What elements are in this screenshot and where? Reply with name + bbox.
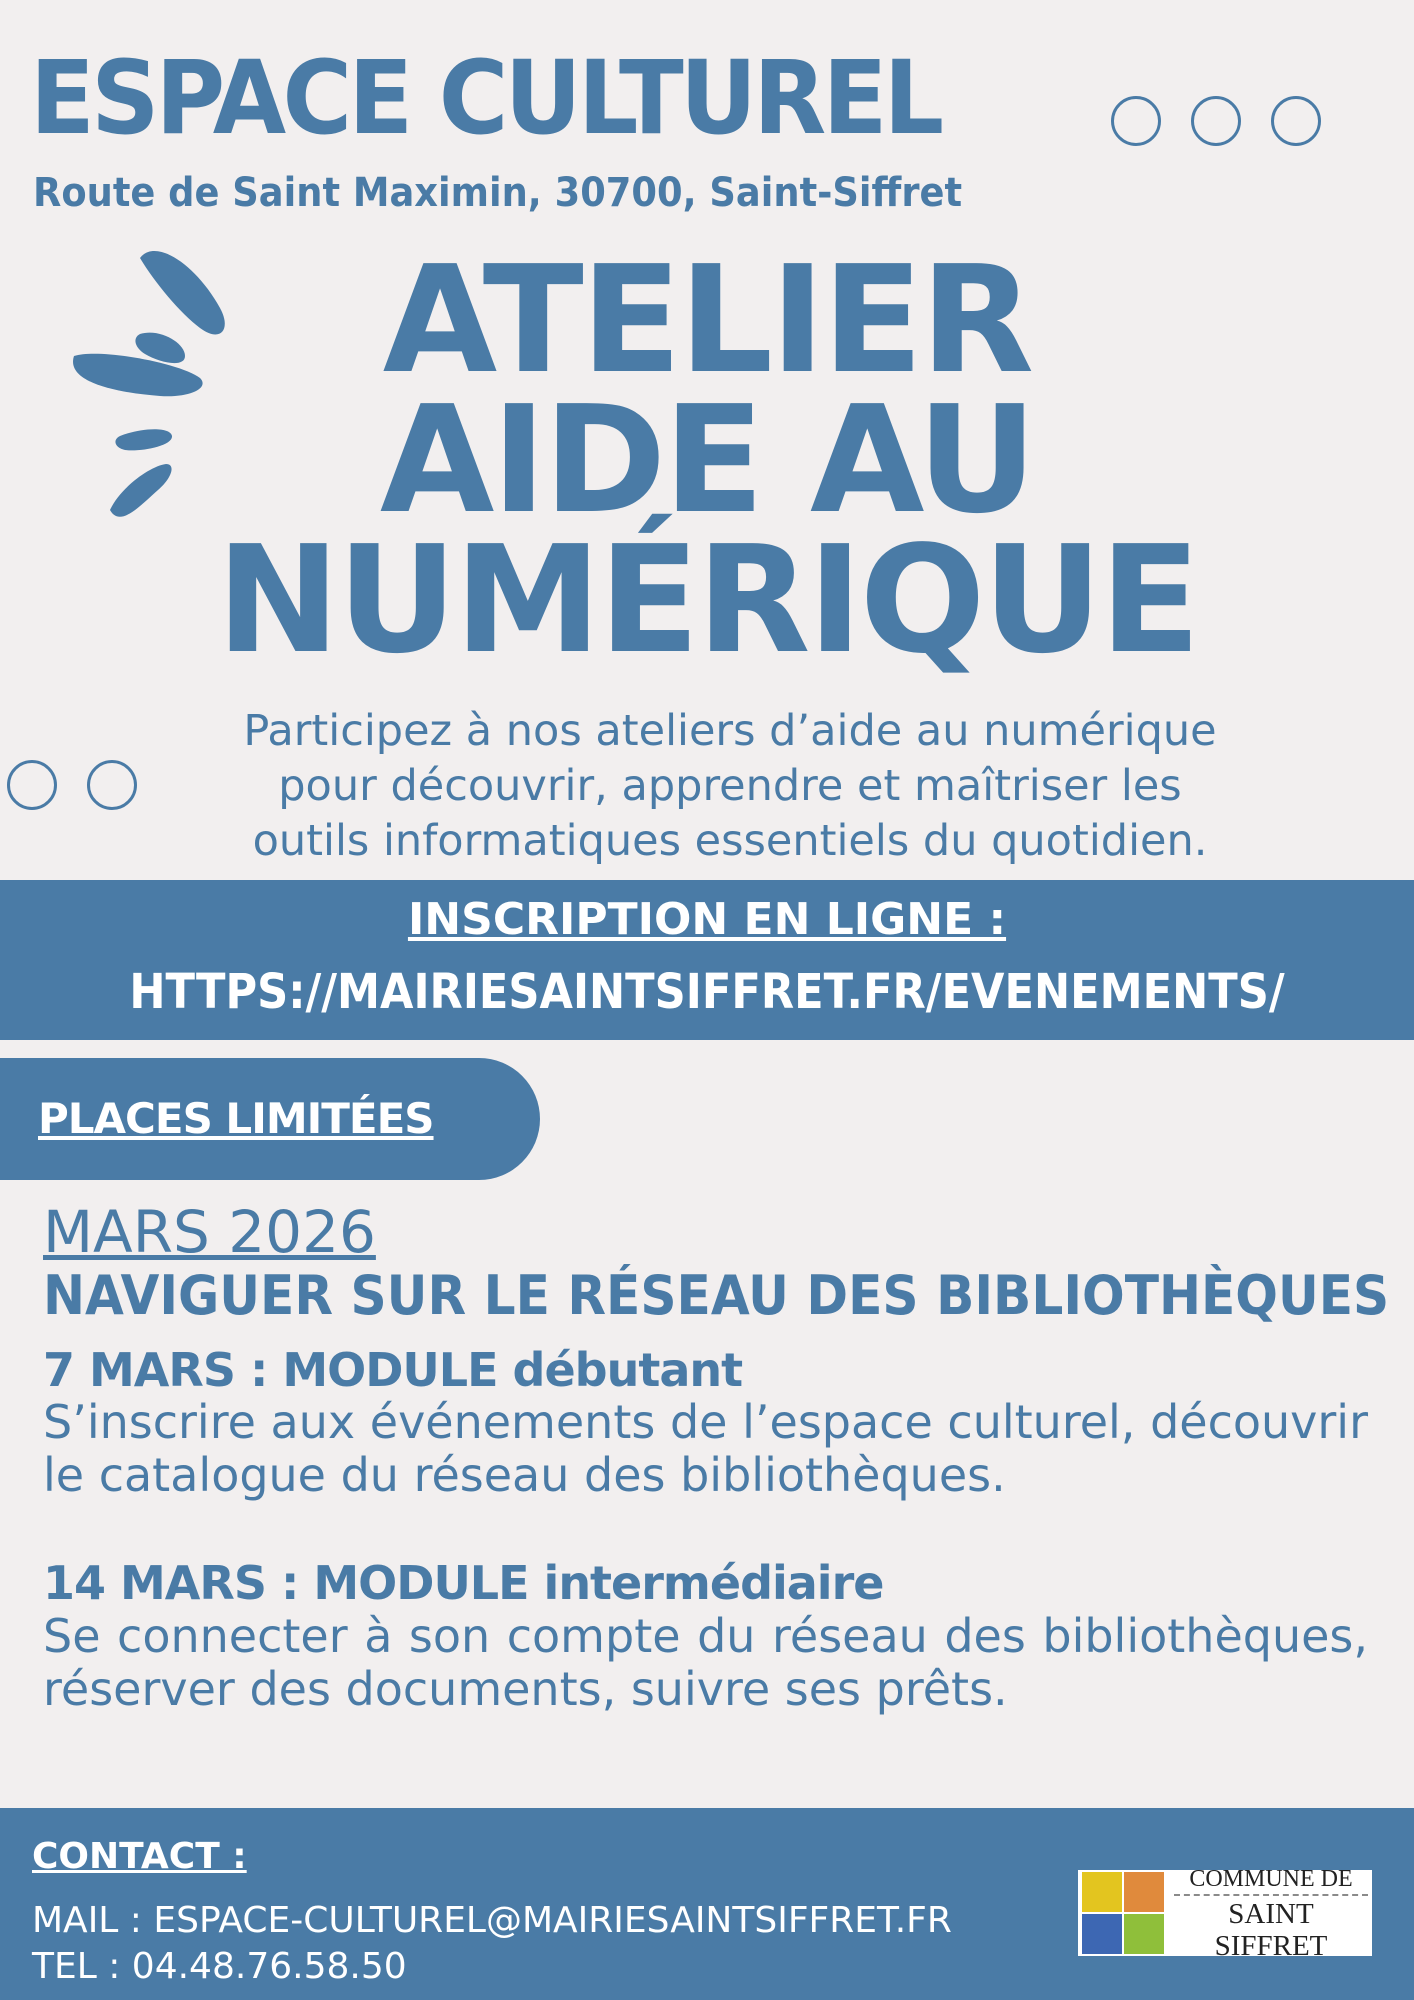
circle-decoration: [1111, 96, 1161, 146]
module-description: S’inscrire aux événements de l’espace culturel, découvrir le catalogue du réseau des bibliothèques.: [43, 1395, 1368, 1502]
logo-tile: [1124, 1914, 1164, 1954]
intro-text: [140, 704, 1320, 869]
main-title-line: ATELIER: [382, 234, 1032, 406]
logo-tiles-icon: [1082, 1872, 1164, 1954]
intro-line: pour découvrir, apprendre et maîtriser les: [278, 761, 1182, 811]
contact-mail-link[interactable]: MAIL : ESPACE-CULTUREL@MAIRIESAINTSIFFRET.FR: [32, 1900, 952, 1941]
places-limited-label: PLACES LIMITÉES: [38, 1094, 434, 1143]
logo-tile: [1082, 1914, 1122, 1954]
registration-label: INSCRIPTION EN LIGNE :: [407, 894, 1007, 945]
schedule-theme: NAVIGUER SUR LE RÉSEAU DES BIBLIOTHÈQUES: [43, 1264, 1390, 1327]
intro-line: Participez à nos ateliers d’aide au numérique: [243, 706, 1217, 756]
circle-decoration: [87, 760, 137, 810]
main-title-line: NUMÉRIQUE: [216, 514, 1198, 686]
module-description: Se connecter à son compte du réseau des bibliothèques, réserver des documents, suivre ses prêts.: [43, 1609, 1368, 1716]
registration-url-link[interactable]: HTTPS://MAIRIESAINTSIFFRET.FR/EVENEMENTS/: [129, 964, 1285, 1020]
circle-decoration: [1191, 96, 1241, 146]
schedule-month: MARS 2026: [43, 1198, 376, 1266]
main-title-line: AIDE AU: [379, 374, 1035, 546]
contact-footer: [0, 1808, 1414, 2000]
circle-decoration: [7, 760, 57, 810]
logo-tile: [1124, 1872, 1164, 1912]
header-address: Route de Saint Maximin, 30700, Saint-Siffret: [33, 170, 963, 216]
intro-line: outils informatiques essentiels du quotidien.: [252, 816, 1208, 866]
main-title: [0, 234, 1414, 686]
logo-tile: [1082, 1872, 1122, 1912]
module-title: 14 MARS : MODULE intermédiaire: [43, 1556, 884, 1610]
logo-line: COMMUNE DE: [1189, 1866, 1353, 1892]
logo-line: SAINT SIFFRET: [1174, 1894, 1368, 1962]
circle-decoration: [1271, 96, 1321, 146]
logo-text: [1174, 1864, 1368, 1962]
commune-logo: [1078, 1866, 1372, 1962]
module-title: 7 MARS : MODULE débutant: [43, 1343, 743, 1397]
contact-phone: TEL : 04.48.76.58.50: [32, 1946, 407, 1987]
registration-band: [0, 880, 1414, 1040]
contact-label: CONTACT :: [32, 1836, 247, 1877]
places-limited-badge: [0, 1058, 540, 1180]
header-title: ESPACE CULTUREL: [30, 39, 941, 158]
